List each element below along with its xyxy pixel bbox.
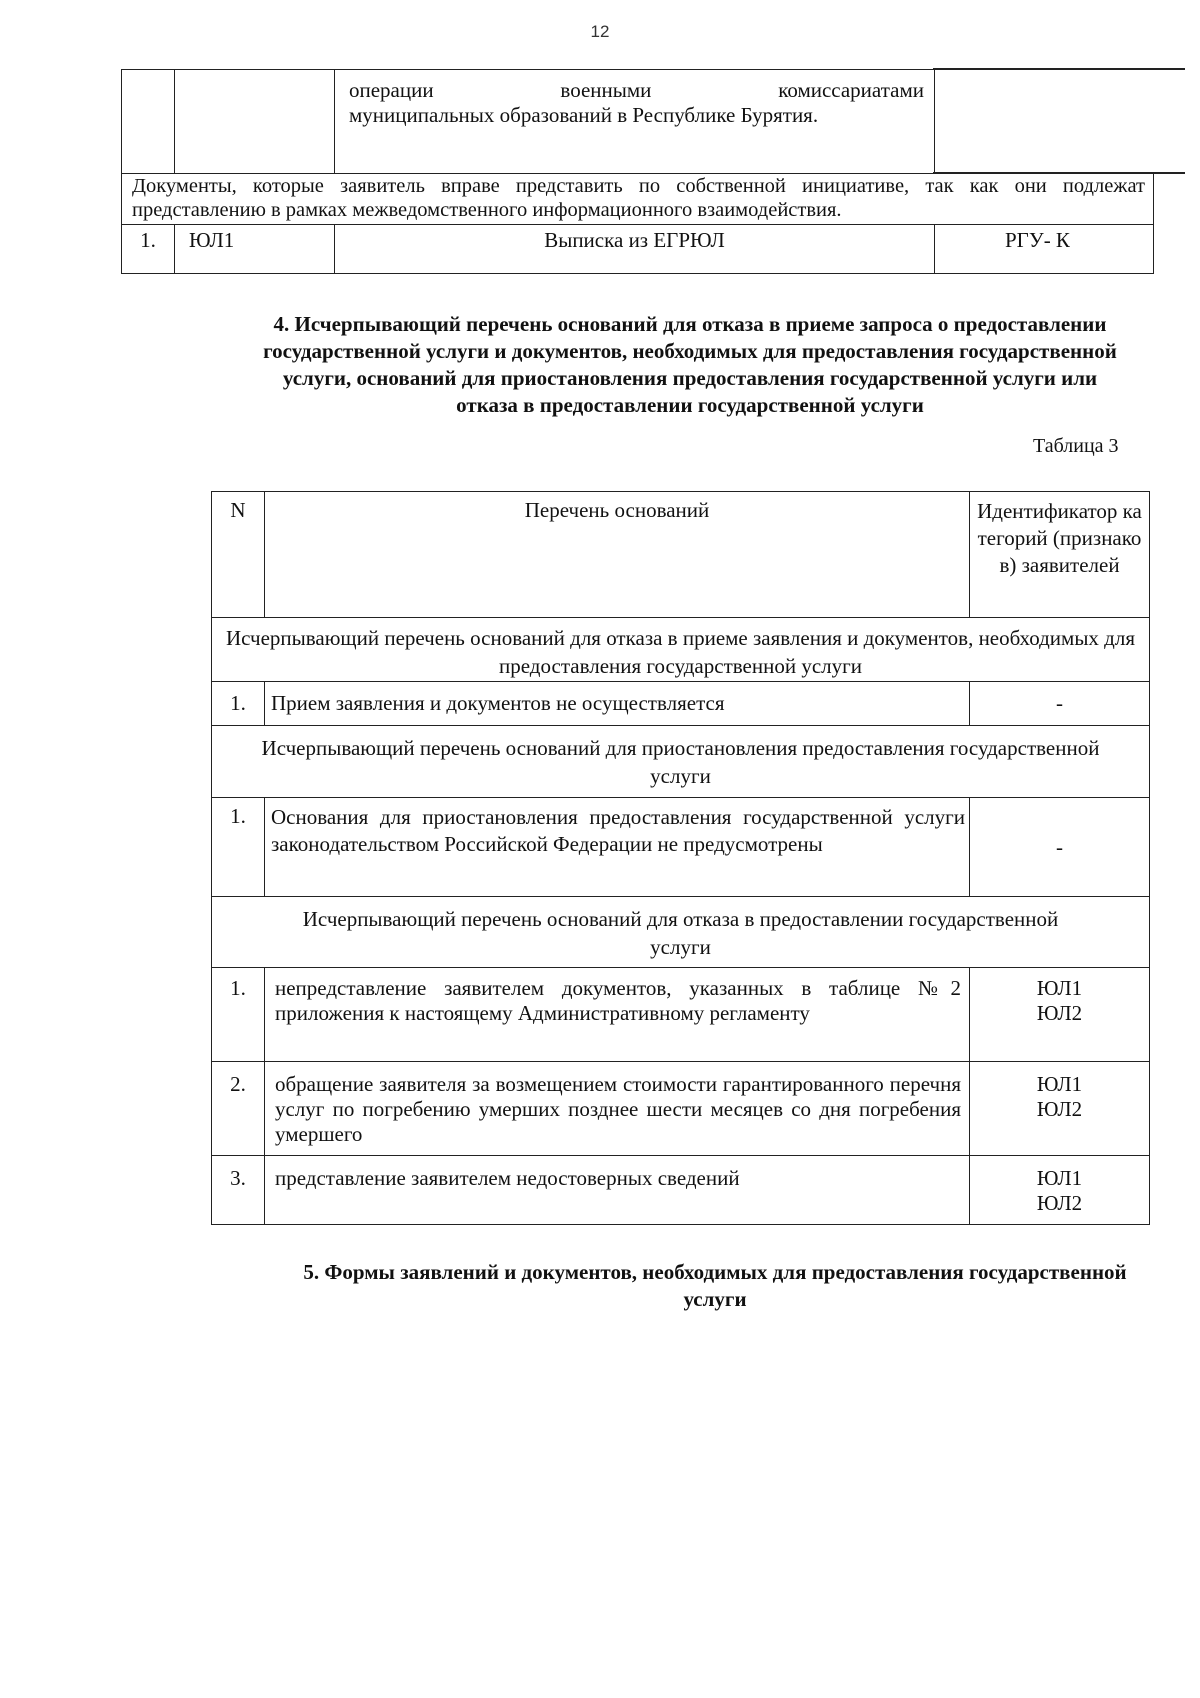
table-row <box>212 682 1150 726</box>
cell-text: операции <box>349 78 434 102</box>
table-cell <box>935 70 1154 174</box>
header-num: N <box>212 492 265 618</box>
applicant-code: ЮЛ1 <box>1036 1072 1083 1096</box>
group-title: Исчерпывающий перечень оснований для отказа в предоставлении государственной услуги <box>212 897 1150 968</box>
row-number: 3. <box>212 1156 265 1225</box>
document-name: Выписка из ЕГРЮЛ <box>335 225 935 274</box>
row-number: 1. <box>122 225 175 274</box>
table-row <box>212 798 1150 897</box>
row-ids <box>970 968 1150 1062</box>
group-title: Исчерпывающий перечень оснований для отказа в приеме заявления и документов, необходимых для предоставления государственной услуги <box>212 618 1150 682</box>
page-number: 12 <box>590 22 610 41</box>
row-number: 1. <box>212 682 265 726</box>
row-number: 1. <box>212 798 265 897</box>
group-header-row <box>212 618 1150 682</box>
row-text: Прием заявления и документов не осуществляется <box>265 682 970 726</box>
group-title: Исчерпывающий перечень оснований для приостановления предоставления государственной услуги <box>212 726 1150 798</box>
applicant-code: ЮЛ1 <box>175 225 335 274</box>
cell-text: военными <box>560 78 652 102</box>
group-header-row <box>212 897 1150 968</box>
table-header-row <box>212 492 1150 618</box>
document-source: РГУ- К <box>935 225 1154 274</box>
table-row <box>122 225 1154 274</box>
cell-text: комиссариатами <box>778 78 924 102</box>
section-5-heading: 5. Формы заявлений и документов, необходимых для предоставления государственной услуги <box>303 1260 1127 1311</box>
applicant-code: ЮЛ2 <box>1036 1001 1083 1025</box>
grounds-table <box>211 491 1150 1225</box>
cell-text: муниципальных образований в Республике Бурятия. <box>349 103 819 127</box>
applicant-code: ЮЛ2 <box>1036 1191 1083 1215</box>
row-number: 1. <box>212 968 265 1062</box>
applicant-code: ЮЛ2 <box>1036 1097 1083 1121</box>
table-caption: Таблица 3 <box>1033 435 1119 457</box>
table-cell <box>122 70 175 174</box>
table-row <box>212 1156 1150 1225</box>
section-4-heading: 4. Исчерпывающий перечень оснований для отказа в приеме запроса о предоставлении государственной услуги и документов, необходимых для предоставления государственной услуги, оснований для приостановления предоставления государственной услуги или отказа в предоставлении государственной услуги <box>263 312 1117 417</box>
row-ids: - <box>970 682 1150 726</box>
row-text: Основания для приостановления предоставления государственной услуги законодательством Российской Федерации не предусмотрены <box>265 798 970 897</box>
applicant-code: ЮЛ1 <box>1036 976 1083 1000</box>
row-text: представление заявителем недостоверных сведений <box>265 1156 970 1225</box>
header-grounds: Перечень оснований <box>265 492 970 618</box>
table-cell <box>175 70 335 174</box>
table-row <box>122 70 1154 174</box>
table-row <box>212 1062 1150 1156</box>
row-ids: - <box>970 798 1150 897</box>
section-header: Документы, которые заявитель вправе представить по собственной инициативе, так как они подлежат представлению в рамках межведомственного информационного взаимодействия. <box>122 174 1154 225</box>
section-header-row <box>122 174 1154 225</box>
row-ids <box>970 1156 1150 1225</box>
row-ids <box>970 1062 1150 1156</box>
table-row <box>212 968 1150 1062</box>
table-cell <box>335 70 935 174</box>
row-number: 2. <box>212 1062 265 1156</box>
group-header-row <box>212 726 1150 798</box>
row-text: обращение заявителя за возмещением стоимости гарантированного перечня услуг по погребению умерших позднее шести месяцев со дня погребения умершего <box>265 1062 970 1156</box>
applicant-code: ЮЛ1 <box>1036 1166 1083 1190</box>
table-top <box>121 69 1154 274</box>
header-identifier: Идентификатор категорий (признаков) заявителей <box>970 492 1150 618</box>
row-text: непредставление заявителем документов, указанных в таблице №2 приложения к настоящему Административному регламенту <box>265 968 970 1062</box>
